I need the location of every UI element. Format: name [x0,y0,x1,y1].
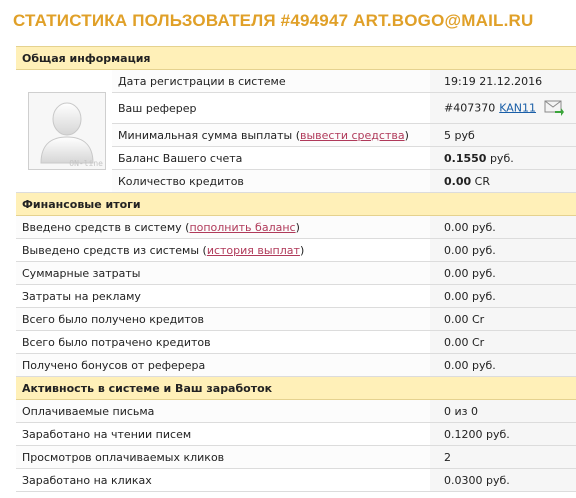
row-deposited [16,216,576,239]
row-value: 0.00 Cr [430,331,576,354]
section-activity-header [16,377,576,400]
row-value: 0.00 руб. [430,216,576,239]
row-earned-clicks [16,469,576,492]
payout-history-link[interactable]: история выплат [206,243,300,257]
row-earned-letters [16,423,576,446]
row-value: 0 из 0 [430,400,576,423]
avatar [28,92,106,170]
row-label: Минимальная сумма выплаты (вывести средства) [112,124,430,147]
row-ad-costs [16,285,576,308]
row-label: Заработано на чтении писем [16,423,430,446]
row-paid-clicks [16,446,576,469]
page-title: СТАТИСТИКА ПОЛЬЗОВАТЕЛЯ #494947 ART.BOGO@MAIL.RU [13,11,534,30]
row-value: 0.00 руб. [430,285,576,308]
section-general-header [16,47,576,70]
row-label: Всего было получено кредитов [16,308,430,331]
section-financial-header [16,193,576,216]
row-value: 0.00 руб. [430,354,576,377]
envelope-arrow-icon[interactable] [544,98,564,119]
row-value [430,93,576,124]
row-value: 19:19 21.12.2016 [430,70,576,93]
row-label: Получено бонусов от реферера [16,354,430,377]
row-label: Суммарные затраты [16,262,430,285]
row-referrer-bonus [16,354,576,377]
row-value: 0.1200 руб. [430,423,576,446]
row-value: 0.0300 руб. [430,469,576,492]
row-total-costs [16,262,576,285]
row-value: 5 руб [430,124,576,147]
row-registration-date [16,70,576,93]
row-withdrawn [16,239,576,262]
row-value: 0.00 Cr [430,308,576,331]
row-label: Количество кредитов [112,170,430,193]
row-value: 0.1550 руб. [430,147,576,170]
user-stats-table [16,46,576,492]
top-up-balance-link[interactable]: пополнить баланс [189,220,296,234]
row-credits-spent [16,331,576,354]
row-label: Заработано на кликах [16,469,430,492]
section-title: Общая информация [16,47,576,70]
row-paid-letters [16,400,576,423]
credits-amount: 0.00 [444,174,472,188]
withdraw-funds-link[interactable]: вывести средства [299,128,405,142]
row-value: 0.00 руб. [430,262,576,285]
balance-amount: 0.1550 [444,151,487,165]
row-label: Просмотров оплачиваемых кликов [16,446,430,469]
row-label: Всего было потрачено кредитов [16,331,430,354]
row-label: Оплачиваемые письма [16,400,430,423]
row-value: 2 [430,446,576,469]
avatar-cell [16,70,112,193]
row-label: Ваш реферер [112,93,430,124]
section-title: Финансовые итоги [16,193,576,216]
row-value: 0.00 руб. [430,239,576,262]
row-credits-received [16,308,576,331]
section-title: Активность в системе и Ваш заработок [16,377,576,400]
online-status: ON-line [69,159,103,168]
row-label: Введено средств в систему (пополнить баланс) [16,216,430,239]
row-label: Баланс Вашего счета [112,147,430,170]
row-value: 0.00 CR [430,170,576,193]
referrer-id: #407370 [444,101,496,114]
row-label: Выведено средств из системы (история выплат) [16,239,430,262]
row-label: Затраты на рекламу [16,285,430,308]
row-label: Дата регистрации в системе [112,70,430,93]
user-silhouette-icon [37,99,97,165]
referrer-link[interactable]: KAN11 [499,101,536,114]
